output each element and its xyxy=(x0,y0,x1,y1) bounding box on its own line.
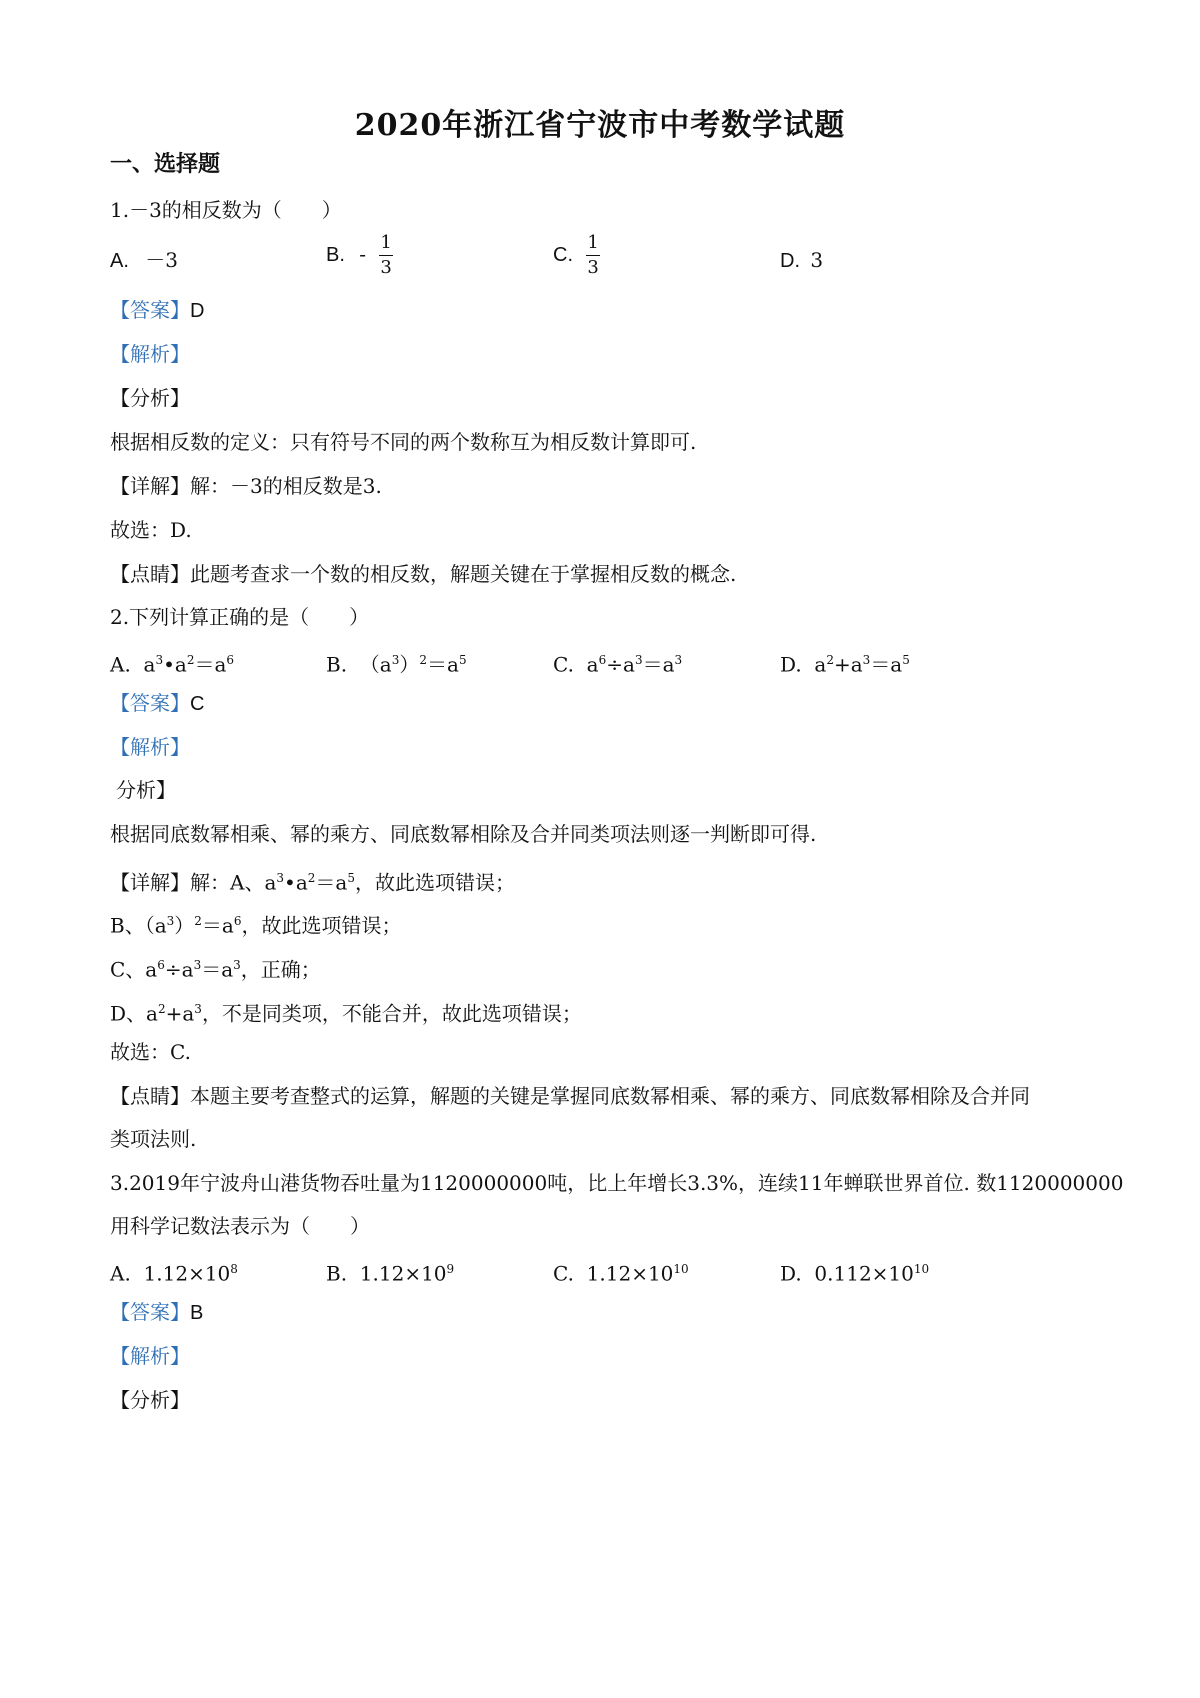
q3-option-d: D. $0.112\times 10^{10}$ xyxy=(780,1261,930,1286)
q1-option-d: D. 3 xyxy=(780,248,824,272)
question-2: 2.下列计算正确的是（ ） xyxy=(110,605,370,629)
q3-option-a: A. $1.12\times 10^8$ xyxy=(110,1261,238,1286)
q3-option-c: C. $1.12\times 10^{10}$ xyxy=(553,1261,689,1286)
question-3-line-1: 3.2019年宁波舟山港货物吞吐量为1120000000吨，比上年增长3.3%，连续11年蝉联世界首位. 数1120000000 xyxy=(110,1171,1124,1195)
q2-fenxi: 分析】 xyxy=(116,778,176,802)
q2-jiexi: 【解析】 xyxy=(110,735,190,759)
q1-option-b: B. - $\frac{1}{3}$ xyxy=(326,232,392,278)
q3-options xyxy=(110,1255,1110,1285)
q2-detail-b: B、$(a^3)^2=a^6$，故此选项错误； xyxy=(110,913,402,938)
q1-choose: 故选：D. xyxy=(110,518,192,542)
q2-answer: 【答案】C xyxy=(110,691,205,715)
q1-answer: 【答案】D xyxy=(110,298,205,322)
q2-detail-c: C、$a^6\div a^3=a^3$，正确； xyxy=(110,957,321,982)
q2-option-d: D. $a^2+a^3=a^5$ xyxy=(780,652,910,677)
q2-option-a: A. $a^3•a^2=a^6$ xyxy=(110,652,235,677)
section-heading: 一、选择题 xyxy=(110,151,221,177)
q2-option-c: C. $a^6\div a^3=a^3$ xyxy=(553,652,683,677)
q3-jiexi: 【解析】 xyxy=(110,1344,190,1368)
question-3-line-2: 用科学记数法表示为（ ） xyxy=(110,1214,370,1238)
q1-jiexi: 【解析】 xyxy=(110,342,190,366)
q2-comment-1: 【点睛】本题主要考查整式的运算，解题的关键是掌握同底数幂相乘、幂的乘方、同底数幂相除及合并同 xyxy=(110,1084,1030,1108)
q2-comment-2: 类项法则. xyxy=(110,1127,197,1151)
question-1: 1.－3的相反数为（ ） xyxy=(110,198,342,222)
fraction: $\frac{1}{3}$ xyxy=(380,232,392,278)
q2-options xyxy=(110,646,1110,676)
q1-analysis: 根据相反数的定义：只有符号不同的两个数称互为相反数计算即可. xyxy=(110,430,697,454)
q1-detail: 【详解】解：－3的相反数是3. xyxy=(110,474,382,498)
q1-option-a: A. －3 xyxy=(110,248,178,272)
q1-option-c: C. $\frac{1}{3}$ xyxy=(553,232,599,278)
q2-detail-d: D、$a^2+a^3$，不是同类项，不能合并，故此选项错误； xyxy=(110,1001,582,1026)
q2-analysis: 根据同底数幂相乘、幂的乘方、同底数幂相除及合并同类项法则逐一判断即可得. xyxy=(110,822,817,846)
q2-choose: 故选：C. xyxy=(110,1040,191,1064)
q2-option-b: B. $(a^3)^2=a^5$ xyxy=(326,652,467,677)
q3-option-b: B. $1.12\times 10^9$ xyxy=(326,1261,455,1286)
q3-answer: 【答案】B xyxy=(110,1300,204,1324)
q1-options xyxy=(110,232,1110,292)
q1-fenxi: 【分析】 xyxy=(110,386,190,410)
q3-fenxi: 【分析】 xyxy=(110,1388,190,1412)
page-title: 2020年浙江省宁波市中考数学试题 xyxy=(354,108,846,143)
q1-comment: 【点睛】此题考查求一个数的相反数，解题关键在于掌握相反数的概念. xyxy=(110,562,737,586)
q2-detail-a: 【详解】解：A、$a^3•a^2=a^5$，故此选项错误； xyxy=(110,870,515,895)
fraction: $\frac{1}{3}$ xyxy=(587,232,599,278)
